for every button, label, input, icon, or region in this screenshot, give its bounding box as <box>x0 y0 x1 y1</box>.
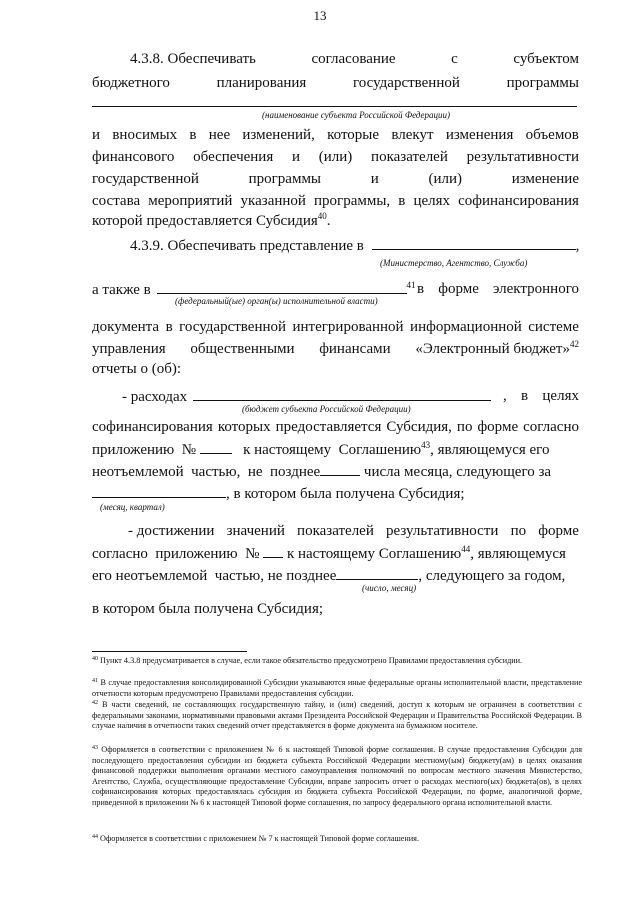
expenses-line-5: , в котором была получена Субсидия; <box>92 484 579 503</box>
blank-line-date <box>336 566 418 580</box>
expenses-line-4: неотъемлемой частью, не позднее числа месяца, следующего за <box>92 464 552 480</box>
caption-subject-name: (наименование субъекта Российской Федерации) <box>262 110 451 120</box>
footnote-44: $^{44}$ Оформляется в соответствии с приложением № 7 к настоящей Типовой форме соглашения. <box>92 834 419 843</box>
footnote-ref-44: 44 <box>461 544 471 554</box>
expenses-line-1-tail: , в целях <box>503 388 579 404</box>
blank-line-appendix-number-2 <box>263 544 283 558</box>
clause-438-line-3: и вносимых в нее изменений, которые влекут изменения объемов <box>92 127 579 143</box>
clause-438-line-4: финансового обеспечения и (или) показателей результативности <box>92 149 579 165</box>
expenses-line-2: софинансирования которых предоставляется Субсидия, по форме согласно <box>92 419 579 435</box>
caption-month-quarter: (месяц, квартал) <box>100 502 165 512</box>
blank-line-federal-body <box>157 280 407 294</box>
results-line-4: в котором была получена Субсидия; <box>92 601 324 617</box>
footnote-40: $^{40}$ Пункт 4.3.8 предусматривается в случае, если такое обязательство предусмотрено Правилами предоставления субсидии. <box>92 656 523 665</box>
footnote-41: $^{41}$ В случае предоставления консолидированной Субсидии указываются иные федеральные органы исполнительной власти, представление отчетности которым предусмотрено Правилами предоставления субсидии. <box>92 678 583 698</box>
results-line-3: его неотъемлемой частью, не позднее , следующего за годом, <box>92 568 566 584</box>
blank-line-ministry <box>372 236 576 250</box>
clause-439-line-1: 4.3.9. Обеспечивать представление в , <box>130 238 580 254</box>
blank-line-appendix-number <box>200 440 232 454</box>
footnote-separator <box>92 651 247 652</box>
clause-439-line-4: управления общественными финансами «Электронный бюджет»$^{42}$ <box>92 339 579 357</box>
page-number: 13 <box>313 8 327 23</box>
blank-line-budget <box>193 387 491 401</box>
blank-line-subject <box>92 106 577 107</box>
clause-439-line-3: документа в государственной интегрированной информационной системе <box>92 319 579 335</box>
clause-439-line-2: а также в $^{41}$ <box>92 280 416 298</box>
footnote-ref-43: 43 <box>421 440 431 450</box>
expenses-line-3: приложению № к настоящему Соглашению$^{43}$, являющемуся его <box>92 440 550 458</box>
clause-438-line-6: состава мероприятий указанной программы, в целях софинансирования <box>92 193 579 209</box>
footnote-ref-40: 40 <box>317 211 327 221</box>
footnote-43: $^{43}$ Оформляется в соответствии с приложением № 6 к настоящей Типовой форме соглашения. В случае предоставления Субсидии для последующего предоставления субсидии из бюджета субъекта Российской Федерации местному(ым) бюджету(ам) в целях оказания финансовой поддержки выполнения органами местного самоуправления полномочий по вопросам местного значения Министерство, Агентство, Служба, осуществляющие предоставление Субсидии, вправе запросить отчет о расходах местного(ых) бюджета(ов), в целях софинансирования которых предоставлялась субсидия из бюджета субъекта Российской Федерации, по форме, аналогичной форме, приведенной в приложении № 6 к настоящей Типовой форме соглашения, по запросу федерального органа исполнительной власти. <box>92 745 583 807</box>
expenses-line-1: - расходах <box>122 387 582 406</box>
clause-439-line-2-tail: в форме электронного <box>417 281 579 297</box>
clause-438-line-1: 4.3.8. Обеспечивать согласование с субъектом <box>130 51 579 67</box>
clause-438-line-2: бюджетного планирования государственной программы <box>92 75 579 91</box>
caption-ministry: (Министерство, Агентство, Служба) <box>380 258 528 268</box>
blank-line-day <box>320 462 360 476</box>
caption-date: (число, месяц) <box>362 583 417 593</box>
results-line-1: - достижении значений показателей результативности по форме <box>128 523 579 539</box>
results-line-2: согласно приложению № к настоящему Соглашению$^{44}$, являющемуся <box>92 544 566 562</box>
blank-line-month-quarter <box>92 484 226 498</box>
clause-438-line-7: которой предоставляется Субсидия$^{40}$. <box>92 211 331 229</box>
caption-budget: (бюджет субъекта Российской Федерации) <box>242 404 411 414</box>
footnote-42: $^{42}$ В части сведений, не составляющих государственную тайну, и (или) сведений, доступ к которым не ограничен в соответствии с федеральными законами, нормативными правовыми актами Президента Российской Федерации и Правительства Российской Федерации. В случае наличия в отчетности таких сведений отчет представляется в форме документа на бумажном носителе. <box>92 700 582 730</box>
caption-federal-body: (федеральный(ые) орган(ы) исполнительной власти) <box>175 296 378 306</box>
footnote-ref-42: 42 <box>570 339 579 349</box>
footnote-ref-41: 41 <box>406 280 416 290</box>
clause-438-line-5: государственной программы и (или) изменение <box>92 171 579 187</box>
clause-439-line-5: отчеты о (об): <box>92 361 181 377</box>
